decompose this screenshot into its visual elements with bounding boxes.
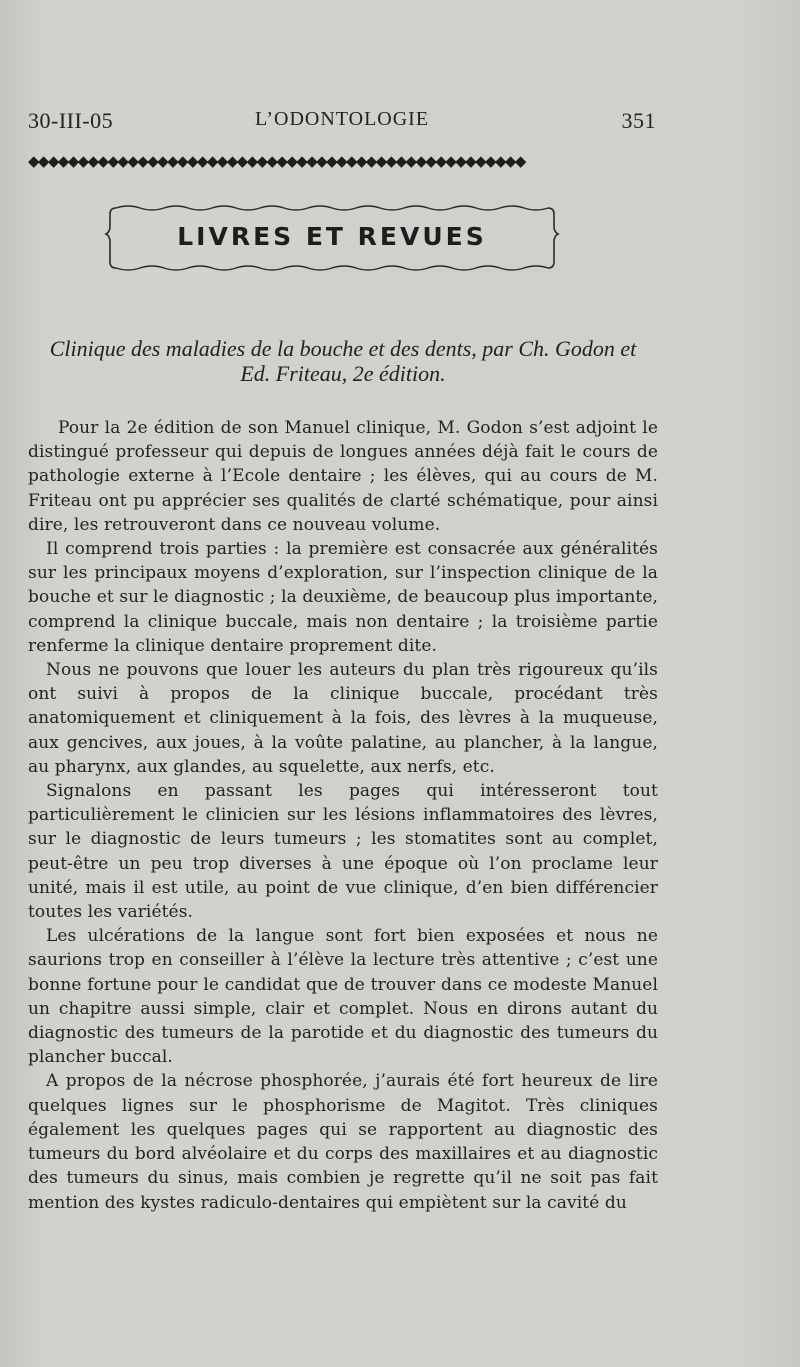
paragraph: Signalons en passant les pages qui intéresseront tout particulièrement le clinicien sur les lésions inflammatoires des lèvres, sur le diagnostic de leurs tumeurs ; les stomatites sont au complet, peut-être un peu trop diverses à une époque où l’on proclame leur unité, mais il est utile, au point de vue clinique, d’en bien différencier toutes les variétés. [28, 781, 658, 923]
running-header [28, 108, 656, 138]
header-page-number: 351 [621, 108, 656, 133]
section-title: LIVRES ET REVUES [177, 222, 487, 251]
paragraph: Les ulcérations de la langue sont fort bien exposées et nous ne saurions trop en conseiller à l’élève la lecture très attentive ; c’est une bonne fortune pour le candidat que de trouver dans ce modeste Manuel un chapitre aussi simple, clair et complet. Nous en dirons autant du diagnostic des tumeurs de la parotide et du diagnostic des tumeurs du plancher buccal. [28, 926, 658, 1068]
book-title-line-1: Clinique des maladies de la bouche et des dents, par Ch. Godon et [49, 336, 637, 361]
section-title-frame [102, 196, 562, 280]
decorative-diamond-rule: ◆◆◆◆◆◆◆◆◆◆◆◆◆◆◆◆◆◆◆◆◆◆◆◆◆◆◆◆◆◆◆◆◆◆◆◆◆◆◆◆◆◆◆◆◆◆◆◆◆◆ [28, 152, 525, 170]
reviewed-book-title [28, 336, 658, 386]
paragraph: A propos de la nécrose phosphorée, j’aurais été fort heureux de lire quelques lignes sur le phosphorisme de Magitot. Très cliniques également les quelques pages qui se rapportent au diagnostic des tumeurs du bord alvéolaire et du corps des maxillaires et au diagnostic des tumeurs du sinus, mais combien je regrette qu’il ne soit pas fait mention des kystes radiculo-dentaires qui empiètent sur la cavité du [28, 1071, 658, 1213]
paragraph: Nous ne pouvons que louer les auteurs du plan très rigoureux qu’ils ont suivi à propos de la clinique buccale, procédant très anatomiquement et cliniquement à la fois, des lèvres à la muqueuse, aux gencives, aux joues, à la voûte palatine, au plancher, à la langue, au pharynx, aux glandes, au squelette, aux nerfs, etc. [28, 660, 658, 777]
header-journal-title: L’ODONTOLOGIE [254, 108, 430, 130]
review-body [28, 416, 658, 1215]
paragraph: Pour la 2e édition de son Manuel clinique, M. Godon s’est adjoint le distingué professeur qui depuis de longues années déjà fait le cours de pathologie externe à l’Ecole dentaire ; les élèves, qui au cours de M. Friteau ont pu apprécier ses qualités de clarté schématique, pour ainsi dire, les retrouveront dans ce nouveau volume. [28, 418, 658, 535]
paragraph: Il comprend trois parties : la première est consacrée aux généralités sur les principaux moyens d’exploration, sur l’inspection clinique de la bouche et sur le diagnostic ; la deuxième, de beaucoup plus importante, comprend la clinique buccale, mais non dentaire ; la troisième partie renferme la clinique dentaire proprement dite. [28, 539, 658, 656]
header-date: 30-III-05 [28, 108, 114, 133]
book-title-line-2: Ed. Friteau, 2e édition. [240, 361, 446, 386]
